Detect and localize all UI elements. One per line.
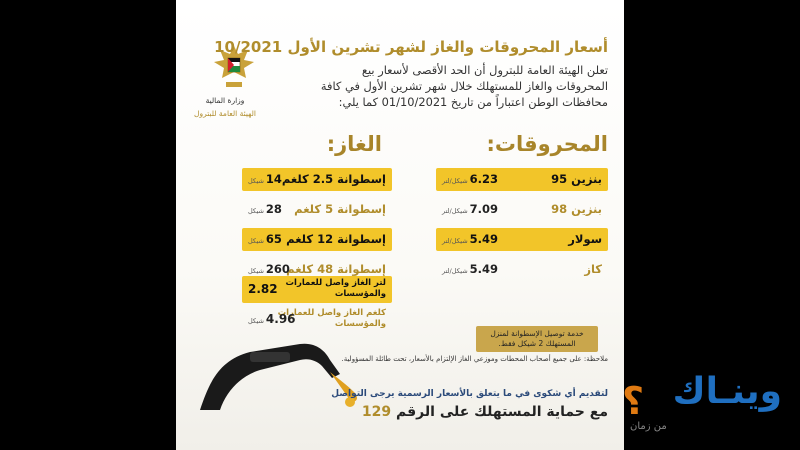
- hotline-number: 129: [361, 404, 392, 420]
- fuel-row: سولار 5.49شيكل/لتر: [436, 228, 608, 251]
- question-mark-icon: ؟: [622, 379, 645, 423]
- fuel-row: بنزين 95 6.23شيكل/لتر: [436, 168, 608, 191]
- ministry-label: [190, 96, 260, 119]
- page-title: أسعار المحروقات والغاز لشهر تشرين الأول 10/2021: [214, 38, 608, 56]
- gas-row: كلغم الغاز واصل للعمارات والمؤسسات 4.96شيكل: [248, 308, 386, 329]
- fuels-heading: المحروقات:: [486, 132, 608, 156]
- ministry-name: وزارة المالية: [205, 96, 245, 105]
- contact-line: لتقديم أي شكوى في ما يتعلق بالأسعار الرسمية يرجى التواصل: [331, 389, 608, 399]
- fuel-row: كاز 5.49شيكل/لتر: [442, 262, 602, 276]
- brand-watermark: [620, 371, 790, 445]
- footnote: ملاحظة: على جميع أصحاب المحطات وموزعي الغاز الإلتزام بالأسعار، تحت طائلة المسؤولية.: [341, 355, 608, 363]
- consumer-protection-line: مع حماية المستهلك على الرقم 129: [361, 404, 608, 420]
- brand-name: وينـاك: [672, 371, 782, 412]
- authority-name: الهيئة العامة للبترول: [194, 109, 256, 118]
- brand-tagline: من زمان: [630, 421, 667, 432]
- price-announcement-card: [176, 0, 624, 450]
- gas-heading: الغاز:: [326, 132, 382, 156]
- gas-row: لتر الغاز واصل للعمارات والمؤسسات 2.82: [242, 276, 392, 303]
- delivery-note: خدمة توصيل الإسطوانة لمنزل المستهلك 2 شيكل فقط.: [476, 326, 598, 352]
- gas-row: إسطوانة 12 كلغم 65شيكل: [242, 228, 392, 251]
- gas-row: إسطوانة 5 كلغم 28شيكل: [248, 202, 386, 216]
- fuel-row: بنزين 98 7.09شيكل/لتر: [442, 202, 602, 216]
- gas-row: إسطوانة 2.5 كلغم 14شيكل: [242, 168, 392, 191]
- gas-row: إسطوانة 48 كلغم 260شيكل: [248, 262, 386, 276]
- intro-paragraph: تعلن الهيئة العامة للبترول أن الحد الأقصى لأسعار بيع المحروقات والغاز للمستهلك خلال شهر تشرين الأول في كافة محافظات الوطن اعتباراً من تاريخ 01/10/2021 كما يلي:: [320, 63, 608, 109]
